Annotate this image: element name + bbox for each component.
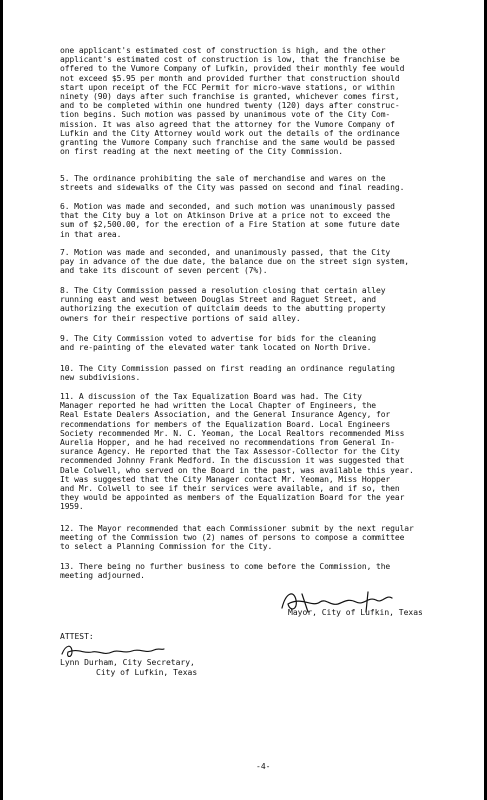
- text-line: authorizing the execution of quitclaim deeds to the abutting property: [60, 304, 386, 314]
- text-line: Real Estate Dealers Association, and the General Insurance Agency, for: [60, 410, 391, 420]
- paragraph-item-5: [60, 174, 480, 192]
- text-line: 8. The City Commission passed a resolution closing that certain alley: [60, 286, 386, 295]
- text-line: granting the Vumore Company such franchise and the same would be passed: [60, 137, 395, 147]
- text-line: 1959.: [60, 502, 84, 512]
- text-line: owners for their respective portions of said alley.: [60, 313, 301, 323]
- text-line: Lufkin and the City Attorney would work out the details of the ordinance: [60, 128, 400, 138]
- text-line: Dale Colwell, who served on the Board in the past, was available this year.: [60, 465, 414, 475]
- paragraph-item-11: [60, 392, 480, 511]
- secretary-city-line: City of Lufkin, Texas: [96, 668, 198, 677]
- paragraph-item-13: [60, 562, 480, 580]
- text-line: one applicant's estimated cost of construction is high, and the other: [60, 46, 386, 55]
- text-line: sum of $2,500.00, for the erection of a Fire Station at some future date: [60, 220, 400, 230]
- paragraph-item-10: [60, 364, 480, 382]
- text-line: Aurelia Hopper, and he had received no recommendations from General In-: [60, 437, 395, 447]
- text-line: 5. The ordinance prohibiting the sale of merchandise and wares on the: [60, 174, 386, 183]
- attest-label: ATTEST:: [60, 632, 94, 641]
- text-line: Society recommended Mr. N. C. Yeoman, the Local Realtors recommended Miss: [60, 428, 405, 438]
- text-line: and re-painting of the elevated water tank located on North Drive.: [60, 343, 372, 353]
- text-line: offered to the Vumore Company of Lufkin, provided their monthly fee would: [60, 64, 405, 74]
- text-line: they would be appointed as members of the Equalization Board for the year: [60, 493, 405, 503]
- text-line: to select a Planning Commission for the City.: [60, 542, 273, 552]
- paragraph-item-12: [60, 524, 480, 552]
- text-line: 11. A discussion of the Tax Equalization Board was had. The City: [60, 392, 362, 401]
- text-line: mission. It was also agreed that the attorney for the Vumore Company of: [60, 119, 395, 129]
- scan-border-left: [0, 0, 3, 800]
- text-line: on first reading at the next meeting of the City Commission.: [60, 147, 343, 157]
- mayor-title-line: [288, 608, 483, 624]
- mayor-title: Mayor, City of Lufkin, Texas: [288, 608, 423, 617]
- text-line: 6. Motion was made and seconded, and such motion was unanimously passed: [60, 202, 395, 211]
- text-line: meeting of the Commission two (2) names of persons to compose a committee: [60, 533, 405, 543]
- text-line: pay in advance of the due date, the balance due on the street sign system,: [60, 257, 410, 267]
- text-line: running east and west between Douglas Street and Raguet Street, and: [60, 295, 376, 305]
- text-line: ninety (90) days after such franchise is granted, whichever comes first,: [60, 91, 400, 101]
- text-line: not exceed $5.95 per month and provided further that construction should: [60, 73, 400, 83]
- text-line: start upon receipt of the FCC Permit for micro-wave stations, or within: [60, 82, 395, 92]
- text-line: 12. The Mayor recommended that each Commissioner submit by the next regular: [60, 524, 414, 533]
- text-line: and to be completed within one hundred twenty (120) days after construc-: [60, 101, 400, 111]
- paragraph-item-7: [60, 248, 480, 276]
- text-line: tion begins. Such motion was passed by unanimous vote of the City Com-: [60, 110, 391, 120]
- text-line: in that area.: [60, 229, 122, 239]
- text-line: streets and sidewalks of the City was passed on second and final reading.: [60, 183, 405, 193]
- paragraph-continuation: [60, 46, 480, 156]
- text-line: new subdivisions.: [60, 373, 141, 383]
- text-line: meeting adjourned.: [60, 571, 145, 581]
- text-line: applicant's estimated cost of construction is low, that the franchise be: [60, 55, 400, 65]
- text-line: recommendations for members of the Equalization Board. Local Engineers: [60, 419, 391, 429]
- secretary-name-line: Lynn Durham, City Secretary,: [60, 658, 195, 667]
- text-line: recommended Johnny Frank Medford. In the discussion it was suggested that: [60, 456, 405, 466]
- paragraph-item-8: [60, 286, 480, 323]
- text-line: 10. The City Commission passed on first reading an ordinance regulating: [60, 364, 395, 373]
- text-line: 13. There being no further business to come before the Commission, the: [60, 562, 391, 571]
- paragraph-item-9: [60, 334, 480, 352]
- text-line: 7. Motion was made and seconded, and unanimously passed, that the City: [60, 248, 391, 257]
- text-line: It was suggested that the City Manager contact Mr. Yeoman, Miss Hopper: [60, 474, 391, 484]
- text-line: 9. The City Commission voted to advertise for bids for the cleaning: [60, 334, 376, 343]
- secretary-block: [60, 658, 197, 678]
- secretary-signature: [58, 640, 168, 660]
- text-line: surance Agency. He reported that the Tax Assessor-Collector for the City: [60, 447, 400, 457]
- text-line: and Mr. Colwell to see if their services were available, and if so, then: [60, 483, 400, 493]
- text-line: Manager reported he had written the Local Chapter of Engineers, the: [60, 401, 376, 411]
- page-number: -4-: [256, 762, 271, 771]
- text-line: that the City buy a lot on Atkinson Drive at a price not to exceed the: [60, 211, 391, 221]
- text-line: and take its discount of seven percent (7%).: [60, 266, 268, 276]
- paragraph-item-6: [60, 202, 480, 239]
